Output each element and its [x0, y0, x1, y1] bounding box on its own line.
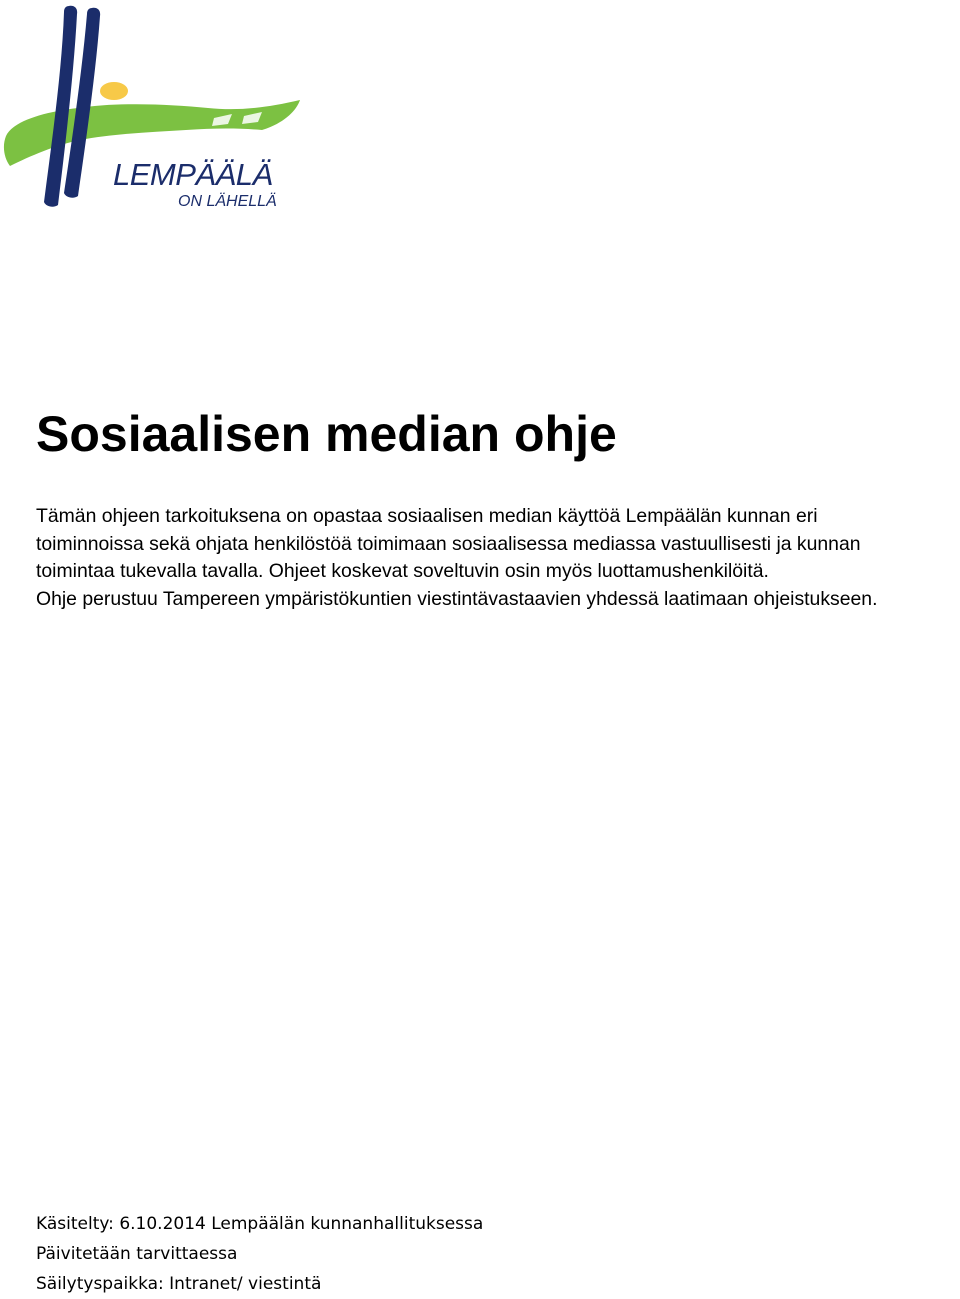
intro-paragraph — [36, 503, 956, 614]
document-metadata — [36, 1209, 483, 1299]
lempaala-logo — [0, 0, 310, 215]
storage-location-line: Säilytyspaikka: Intranet/ viestintä — [36, 1274, 322, 1294]
logo-wordmark: LEMPÄÄLÄ — [113, 157, 273, 192]
intro-line: Ohje perustuu Tampereen ympäristökuntien viestintävastaavien yhdessä laatimaan ohjeistukseen. — [36, 588, 878, 611]
logo-yellow-sun — [100, 82, 128, 100]
intro-line: toimintaa tukevalla tavalla. Ohjeet koskevat soveltuvin osin myös luottamushenkilöitä. — [36, 560, 769, 583]
update-policy-line: Päivitetään tarvittaessa — [36, 1244, 238, 1264]
processed-date-line: Käsitelty: 6.10.2014 Lempäälän kunnanhallituksessa — [36, 1214, 484, 1234]
lempaala-logo-mark — [0, 0, 310, 215]
document-title: Sosiaalisen median ohje — [36, 406, 617, 462]
logo-tagline: ON LÄHELLÄ — [178, 193, 277, 210]
intro-line: Tämän ohjeen tarkoituksena on opastaa sosiaalisen median käyttöä Lempäälän kunnan eri — [36, 505, 818, 527]
intro-line: toiminnoissa sekä ohjata henkilöstöä toimimaan sosiaalisessa mediassa vastuullisesti ja kunnan — [36, 532, 861, 555]
